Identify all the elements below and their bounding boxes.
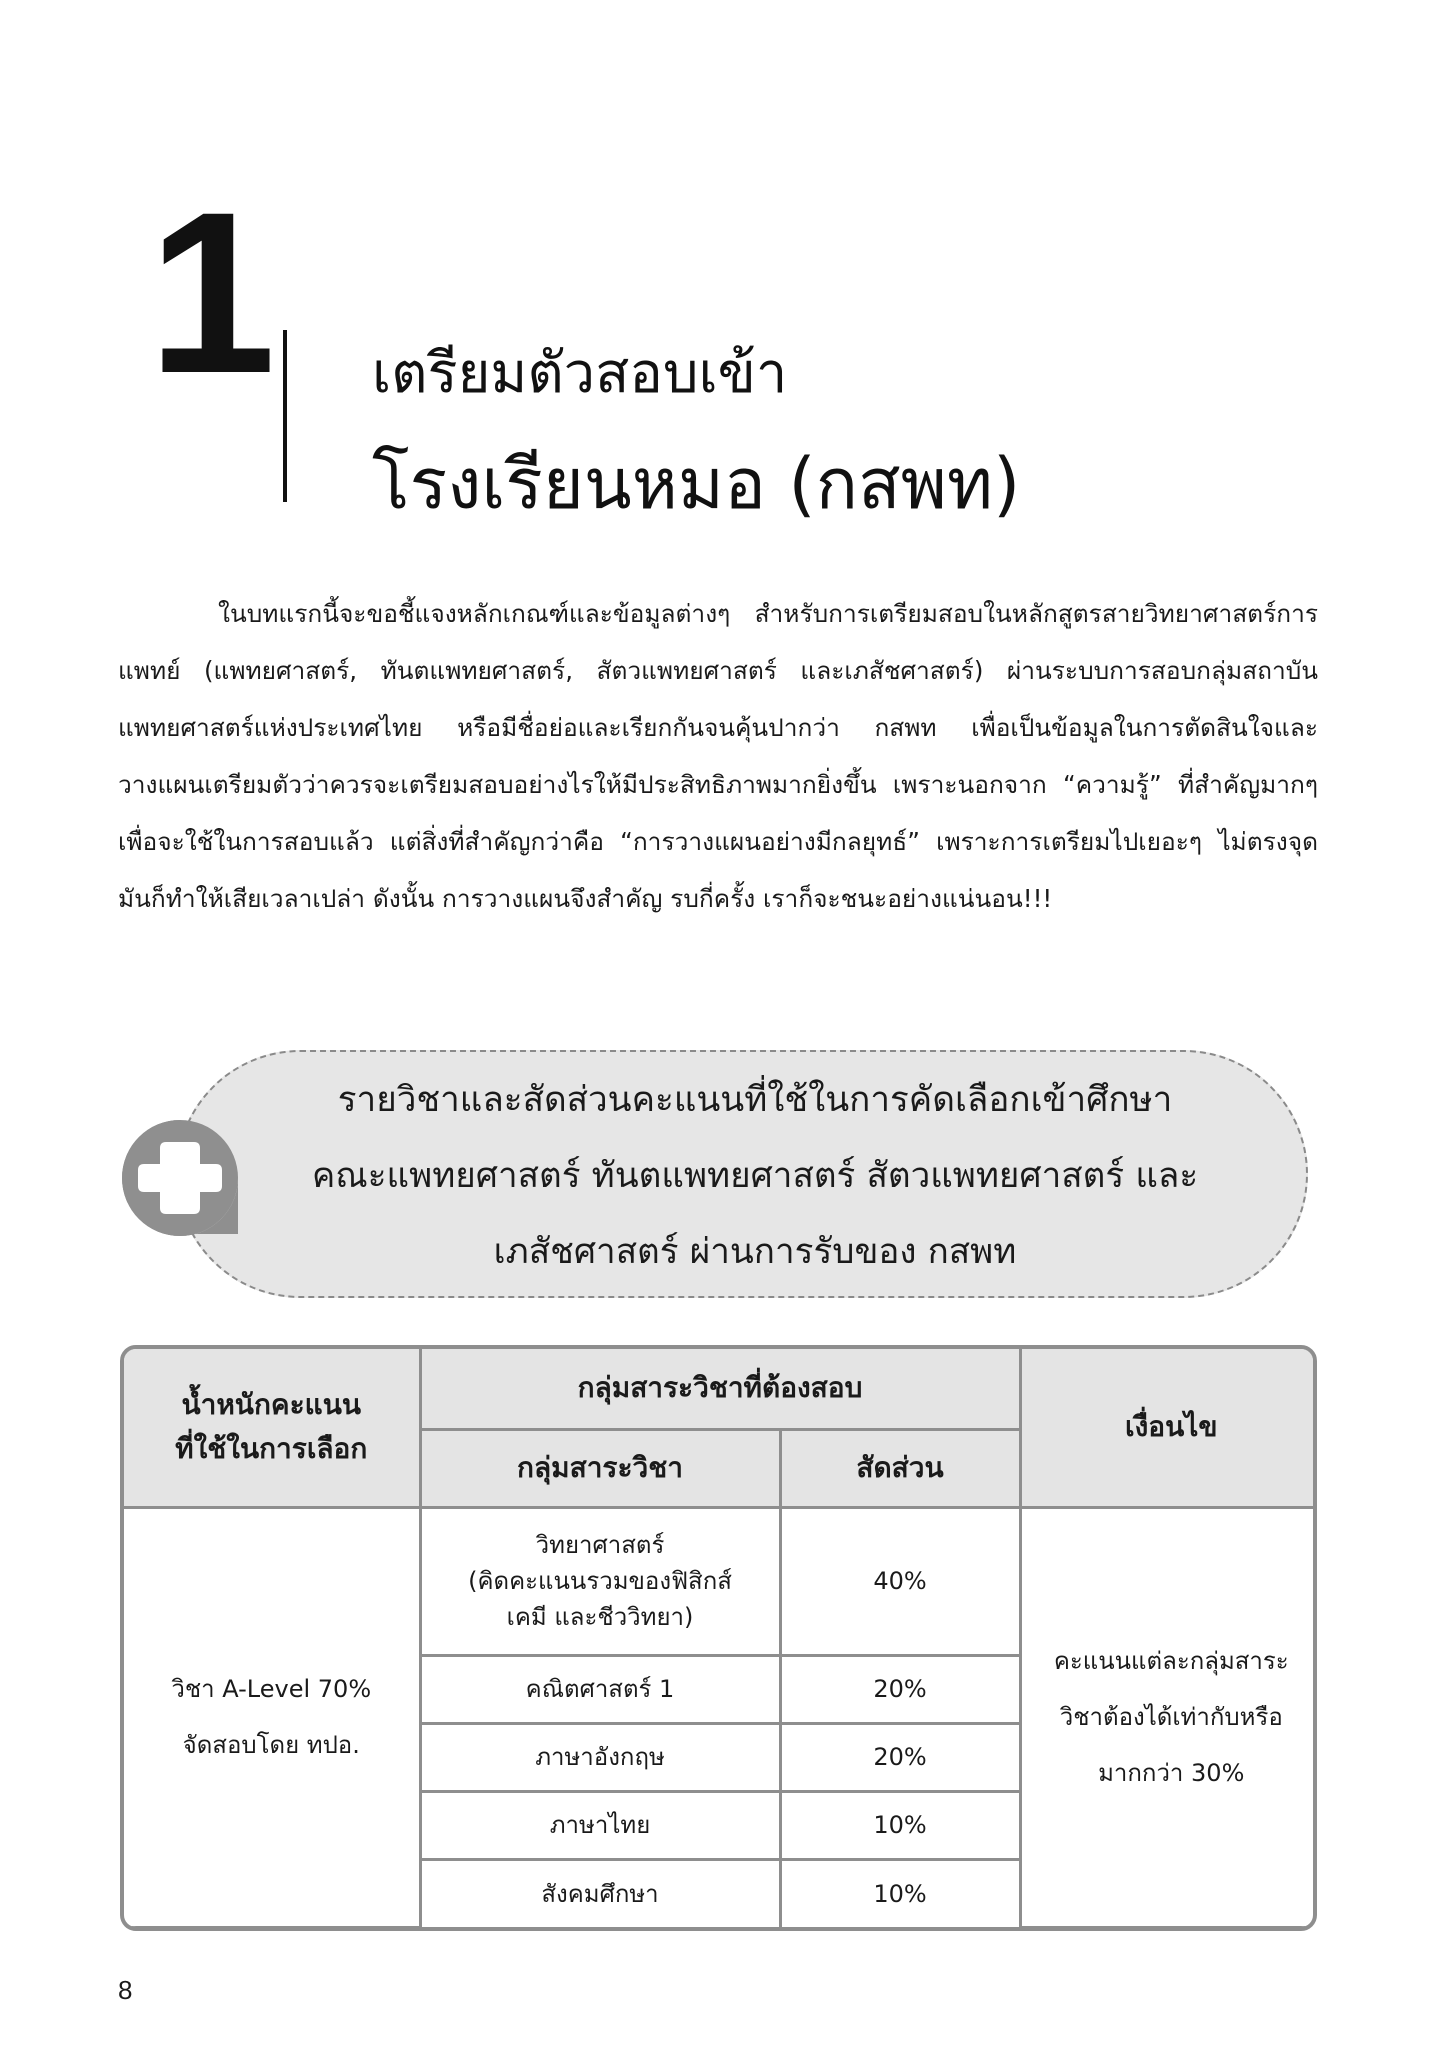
condition-line-2: วิชาต้องได้เท่ากับหรือ xyxy=(1059,1703,1283,1731)
weight-cell xyxy=(124,1507,420,1927)
intro-paragraph: ในบทแรกนี้จะขอชี้แจงหลักเกณฑ์และข้อมูลต่างๆ สำหรับการเตรียมสอบในหลักสูตรสายวิทยาศาสตร์การแพทย์ (แพทยศาสตร์, ทันตแพทยศาสตร์, สัตวแพทยศาสตร์ และเภสัชศาสตร์) ผ่านระบบการสอบกลุ่มสถาบันแพทยศาสตร์แห่งประเทศไทย หรือมีชื่อย่อและเรียกกันจนคุ้นปากว่า กสพท เพื่อเป็นข้อมูลในการตัดสินใจและวางแผนเตรียมตัวว่าควรจะเตรียมสอบอย่างไรให้มีประสิทธิภาพมากยิ่งขึ้น เพราะนอกจาก “ความรู้” ที่สำคัญมากๆ เพื่อจะใช้ในการสอบแล้ว แต่สิ่งที่สำคัญกว่าคือ “การวางแผนอย่างมีกลยุทธ์” เพราะการเตรียมไปเยอะๆ ไม่ตรงจุด มันก็ทำให้เสียเวลาเปล่า ดังนั้น การวางแผนจึงสำคัญ รบกี่ครั้ง เราก็จะชนะอย่างแน่นอน!!! xyxy=(118,599,1318,913)
header-weight-line-1: น้ำหนักคะแนน xyxy=(181,1388,361,1422)
condition-cell xyxy=(1020,1507,1317,1927)
ratio-cell: 20% xyxy=(780,1723,1020,1791)
subject-cell: คณิตศาสตร์ 1 xyxy=(420,1655,780,1723)
ratio-cell: 10% xyxy=(780,1859,1020,1927)
callout-line-2: คณะแพทยศาสตร์ ทันตแพทยศาสตร์ สัตวแพทยศาสตร์ และ xyxy=(311,1156,1199,1196)
callout-line-3: เภสัชศาสตร์ ผ่านการรับของ กสพท xyxy=(493,1232,1017,1272)
header-weight xyxy=(124,1349,420,1507)
subject-cell: ภาษาไทย xyxy=(420,1791,780,1859)
subject-line-1: วิทยาศาสตร์ xyxy=(535,1531,665,1559)
subject-line-3: เคมี และชีววิทยา) xyxy=(506,1603,694,1631)
page-number: 8 xyxy=(118,1975,133,2005)
subject-cell: ภาษาอังกฤษ xyxy=(420,1723,780,1791)
header-weight-line-2: ที่ใช้ในการเลือก xyxy=(175,1432,368,1466)
header-subject-groups: กลุ่มสาระวิชาที่ต้องสอบ xyxy=(420,1349,1020,1429)
weight-line-1: วิชา A-Level 70% xyxy=(171,1675,372,1703)
ratio-cell: 10% xyxy=(780,1791,1020,1859)
ratio-cell: 40% xyxy=(780,1507,1020,1655)
subject-line-2: (คิดคะแนนรวมของฟิสิกส์ xyxy=(468,1567,732,1595)
score-table xyxy=(120,1345,1317,1931)
chapter-title-line-2: โรงเรียนหมอ (กสพท) xyxy=(372,443,1021,525)
header-ratio: สัดส่วน xyxy=(780,1429,1020,1507)
subject-cell: สังคมศึกษา xyxy=(420,1859,780,1927)
score-table-grid xyxy=(124,1349,1317,1929)
subject-cell xyxy=(420,1507,780,1655)
header-subject-group: กลุ่มสาระวิชา xyxy=(420,1429,780,1507)
header-condition: เงื่อนไข xyxy=(1020,1349,1317,1507)
condition-line-3: มากกว่า 30% xyxy=(1098,1759,1245,1787)
intro-text xyxy=(118,585,1318,927)
chapter-title-line-1: เตรียมตัวสอบเข้า xyxy=(372,341,788,406)
callout-line-1: รายวิชาและสัดส่วนคะแนนที่ใช้ในการคัดเลือกเข้าศึกษา xyxy=(337,1080,1173,1120)
chapter-divider xyxy=(283,330,287,502)
chapter-number: 1 xyxy=(148,164,270,421)
weight-line-2: จัดสอบโดย ทปอ. xyxy=(182,1731,360,1759)
condition-line-1: คะแนนแต่ละกลุ่มสาระ xyxy=(1053,1647,1289,1675)
callout-text xyxy=(230,1062,1280,1290)
medical-cross-icon xyxy=(118,1116,242,1240)
ratio-cell: 20% xyxy=(780,1655,1020,1723)
